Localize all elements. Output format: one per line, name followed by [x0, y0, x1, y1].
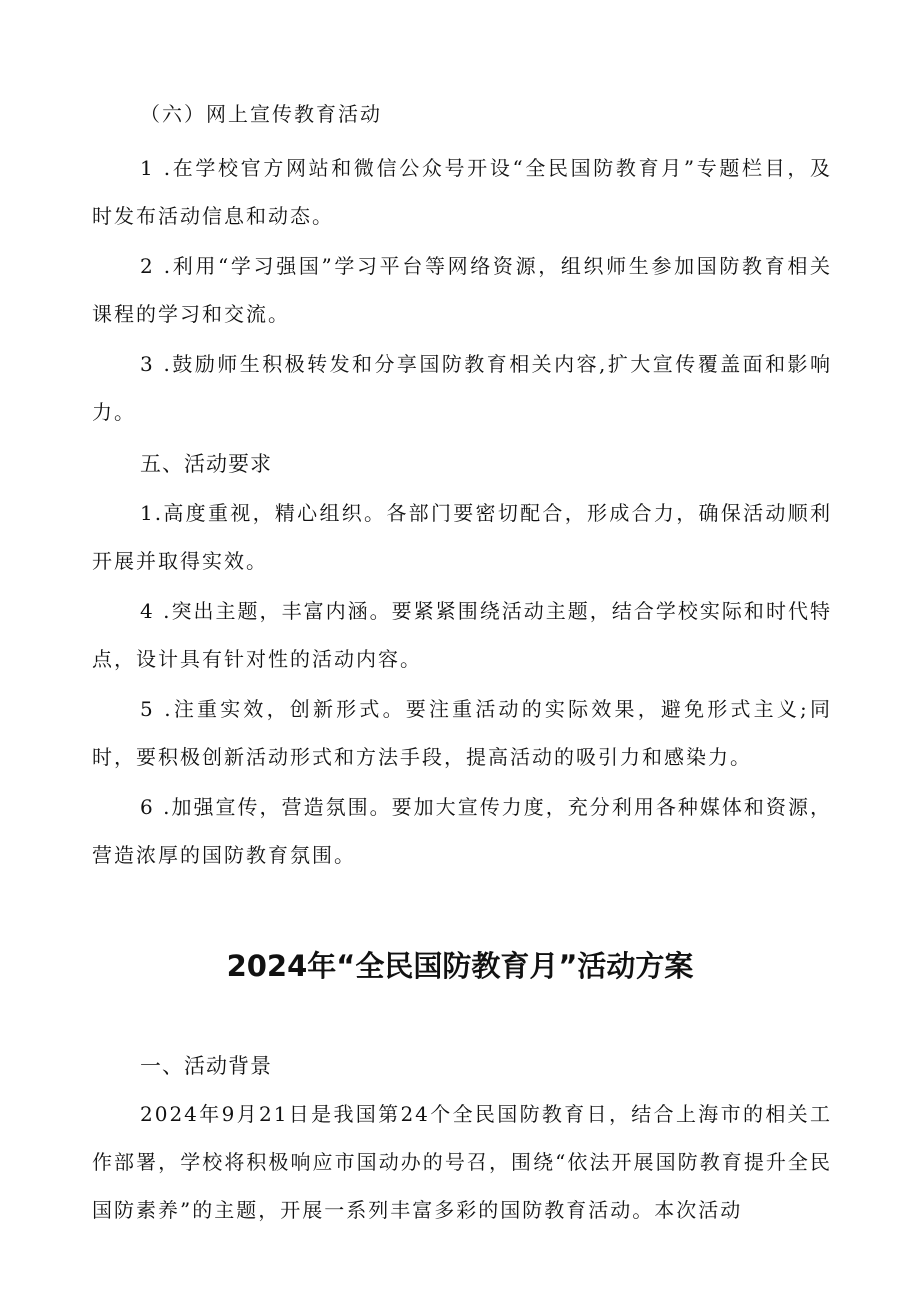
online-item-1: 1 .在学校官方网站和微信公众号开设“全民国防教育月”专题栏目，及时发布活动信息和动态。 [92, 156, 832, 228]
requirement-item-6: 6 .加强宣传，营造氛围。要加大宣传力度，充分利用各种媒体和资源，营造浓厚的国防教育氛围。 [92, 795, 832, 867]
online-item-3: 3 .鼓励师生积极转发和分享国防教育相关内容,扩大宣传覆盖面和影响力。 [92, 352, 832, 424]
document-title: 2024年“全民国防教育月”活动方案 [226, 949, 694, 983]
section-requirements-heading: 五、活动要求 [140, 452, 272, 476]
requirement-item-4: 4 .突出主题，丰富内涵。要紧紧围绕活动主题，结合学校实际和时代特点，设计具有针对性的活动内容。 [92, 599, 832, 671]
requirement-item-1: 1.高度重视，精心组织。各部门要密切配合，形成合力，确保活动顺利开展并取得实效。 [92, 501, 832, 573]
section-online-heading: （六）网上宣传教育活动 [140, 102, 382, 126]
requirement-item-5: 5 .注重实效，创新形式。要注重活动的实际效果，避免形式主义;同时，要积极创新活动形式和方法手段，提高活动的吸引力和感染力。 [92, 697, 832, 769]
online-item-2: 2 .利用“学习强国”学习平台等网络资源，组织师生参加国防教育相关课程的学习和交流。 [92, 254, 832, 326]
section-background-heading: 一、活动背景 [140, 1054, 272, 1078]
background-paragraph: 2024年9月21日是我国第24个全民国防教育日，结合上海市的相关工作部署，学校将积极响应市国动办的号召，围绕“依法开展国防教育提升全民国防素养”的主题，开展一系列丰富多彩的国防教育活动。本次活动 [92, 1102, 832, 1222]
